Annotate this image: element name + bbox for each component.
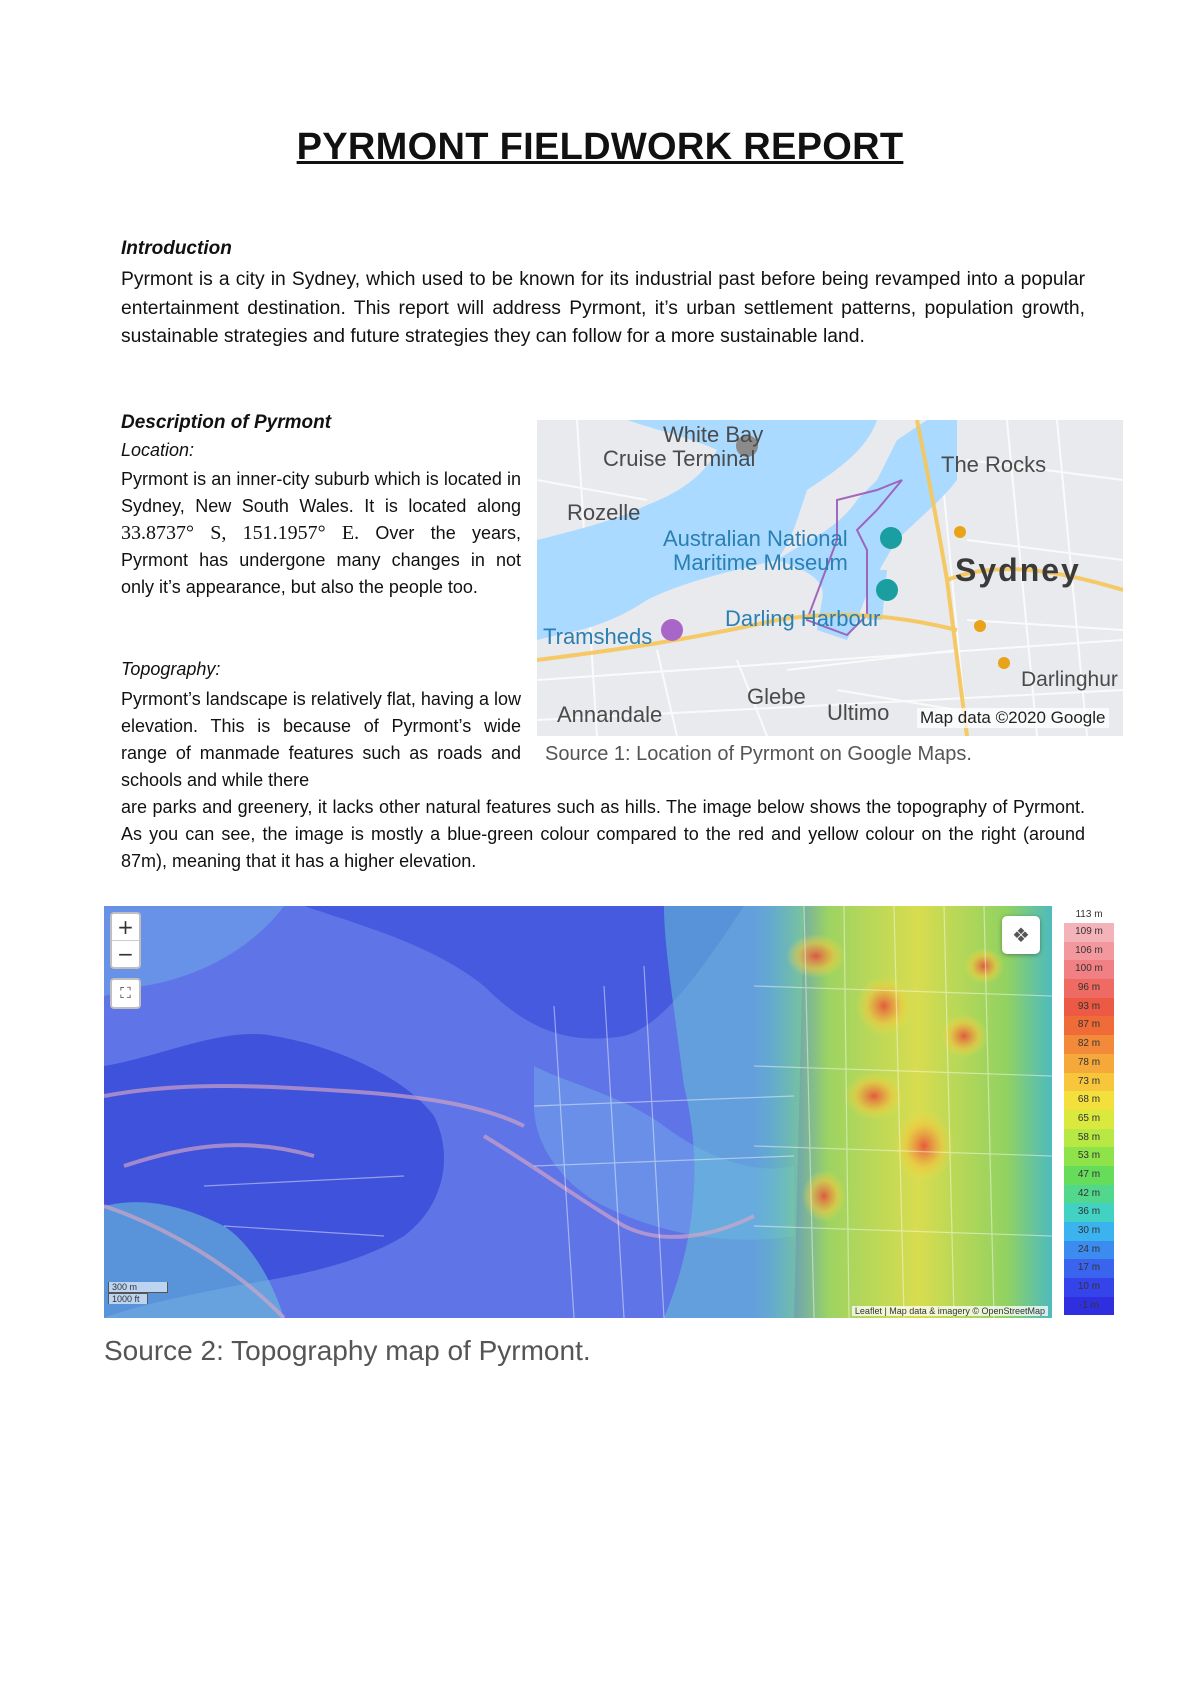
legend-row: 42 m bbox=[1064, 1185, 1114, 1204]
legend-row: 10 m bbox=[1064, 1278, 1114, 1297]
scale-metric: 300 m bbox=[108, 1282, 168, 1293]
legend-top-label: 113 m bbox=[1075, 909, 1103, 920]
zoom-out-button[interactable]: − bbox=[112, 940, 139, 967]
legend-row: 106 m bbox=[1064, 942, 1114, 961]
map2-caption: Source 2: Topography map of Pyrmont. bbox=[104, 1335, 591, 1366]
topography-paragraph-column: Pyrmont’s landscape is relatively flat, having a low elevation. This is because of Pyrmont’s wide range of manmade features such as roads and schools and while there bbox=[121, 689, 521, 790]
location-heading: Location: bbox=[121, 440, 195, 460]
map-label-glebe: Glebe bbox=[747, 684, 806, 709]
location-coordinates: 33.8737° S, 151.1957° E. bbox=[121, 522, 360, 544]
map-label-maritime-museum-line2: Maritime Museum bbox=[673, 550, 848, 575]
map-label-cruise-terminal: Cruise Terminal bbox=[603, 446, 756, 471]
fullscreen-button[interactable] bbox=[110, 978, 141, 1009]
elevation-legend bbox=[1064, 906, 1114, 1315]
legend-row: 93 m bbox=[1064, 998, 1114, 1017]
legend-row: 47 m bbox=[1064, 1166, 1114, 1185]
report-title: PYRMONT FIELDWORK REPORT bbox=[296, 126, 904, 168]
description-heading: Description of Pyrmont bbox=[121, 412, 332, 433]
map-label-darlinghurst: Darlinghur bbox=[1021, 668, 1118, 691]
layers-button[interactable] bbox=[1002, 916, 1040, 954]
map-credit: Map data ©2020 Google bbox=[917, 708, 1109, 728]
legend-row: 100 m bbox=[1064, 960, 1114, 979]
scale-imperial: 1000 ft bbox=[108, 1293, 148, 1304]
legend-row: 87 m bbox=[1064, 1016, 1114, 1035]
map-label-maritime-museum-line1: Australian National bbox=[663, 526, 848, 551]
legend-row: 65 m bbox=[1064, 1110, 1114, 1129]
legend-row: 30 m bbox=[1064, 1222, 1114, 1241]
map-label-darling-harbour: Darling Harbour bbox=[725, 606, 881, 631]
legend-row: 73 m bbox=[1064, 1073, 1114, 1092]
map-attribution: Leaflet | Map data & imagery © OpenStreetMap bbox=[852, 1306, 1048, 1316]
layers-icon: ❖ bbox=[1012, 923, 1030, 947]
location-paragraph bbox=[121, 466, 521, 601]
legend-row: 78 m bbox=[1064, 1054, 1114, 1073]
legend-row: 53 m bbox=[1064, 1147, 1114, 1166]
zoom-control bbox=[110, 912, 141, 969]
legend-row: 109 m bbox=[1064, 923, 1114, 942]
legend-row: 96 m bbox=[1064, 979, 1114, 998]
legend-row: 36 m bbox=[1064, 1203, 1114, 1222]
legend-row: 68 m bbox=[1064, 1091, 1114, 1110]
location-text-start: Pyrmont is an inner-city suburb which is located in Sydney, New South Wales. It is located along bbox=[121, 469, 521, 516]
legend-row: 24 m bbox=[1064, 1241, 1114, 1260]
map-label-ultimo: Ultimo bbox=[827, 700, 890, 725]
location-text-end: Over the years, Pyrmont has undergone many changes in not only it’s appearance, but also the people too. bbox=[121, 523, 521, 597]
topography-map-image bbox=[104, 906, 1052, 1318]
legend-row: 82 m bbox=[1064, 1035, 1114, 1054]
introduction-heading: Introduction bbox=[121, 238, 232, 259]
legend-row: 17 m bbox=[1064, 1259, 1114, 1278]
topography-paragraph-full: are parks and greenery, it lacks other natural features such as hills. The image below shows the topography of Pyrmont. As you can see, the image is mostly a blue-green colour compared to the red and yellow colour on the right (around 87m), meaning that it has a higher elevation. bbox=[121, 797, 1085, 871]
map-label-the-rocks: The Rocks bbox=[941, 452, 1047, 477]
map-label-rozelle: Rozelle bbox=[567, 500, 641, 525]
map-label-annandale: Annandale bbox=[557, 702, 663, 727]
zoom-in-button[interactable]: + bbox=[117, 915, 134, 939]
legend-row: 58 m bbox=[1064, 1129, 1114, 1148]
map1-caption: Source 1: Location of Pyrmont on Google Maps. bbox=[545, 743, 972, 765]
topography-map-graphic bbox=[104, 906, 1052, 1318]
introduction-paragraph: Pyrmont is a city in Sydney, which used to be known for its industrial past before being revamped into a popular entertainment destination. This report will address Pyrmont, it’s urban settlement patterns, population growth, sustainable strategies and future strategies they can follow for a more sustainable land. bbox=[121, 269, 1085, 347]
legend-row: -1 m bbox=[1064, 1297, 1114, 1316]
map-label-white-bay: White Bay bbox=[663, 422, 764, 447]
map-scale bbox=[108, 1282, 168, 1304]
map-label-tramsheds: Tramsheds bbox=[543, 624, 653, 649]
map-label-sydney: Sydney bbox=[955, 552, 1081, 588]
topography-heading: Topography: bbox=[121, 659, 221, 679]
google-map-image bbox=[537, 420, 1123, 736]
fullscreen-icon: ⛶ bbox=[120, 984, 131, 1002]
